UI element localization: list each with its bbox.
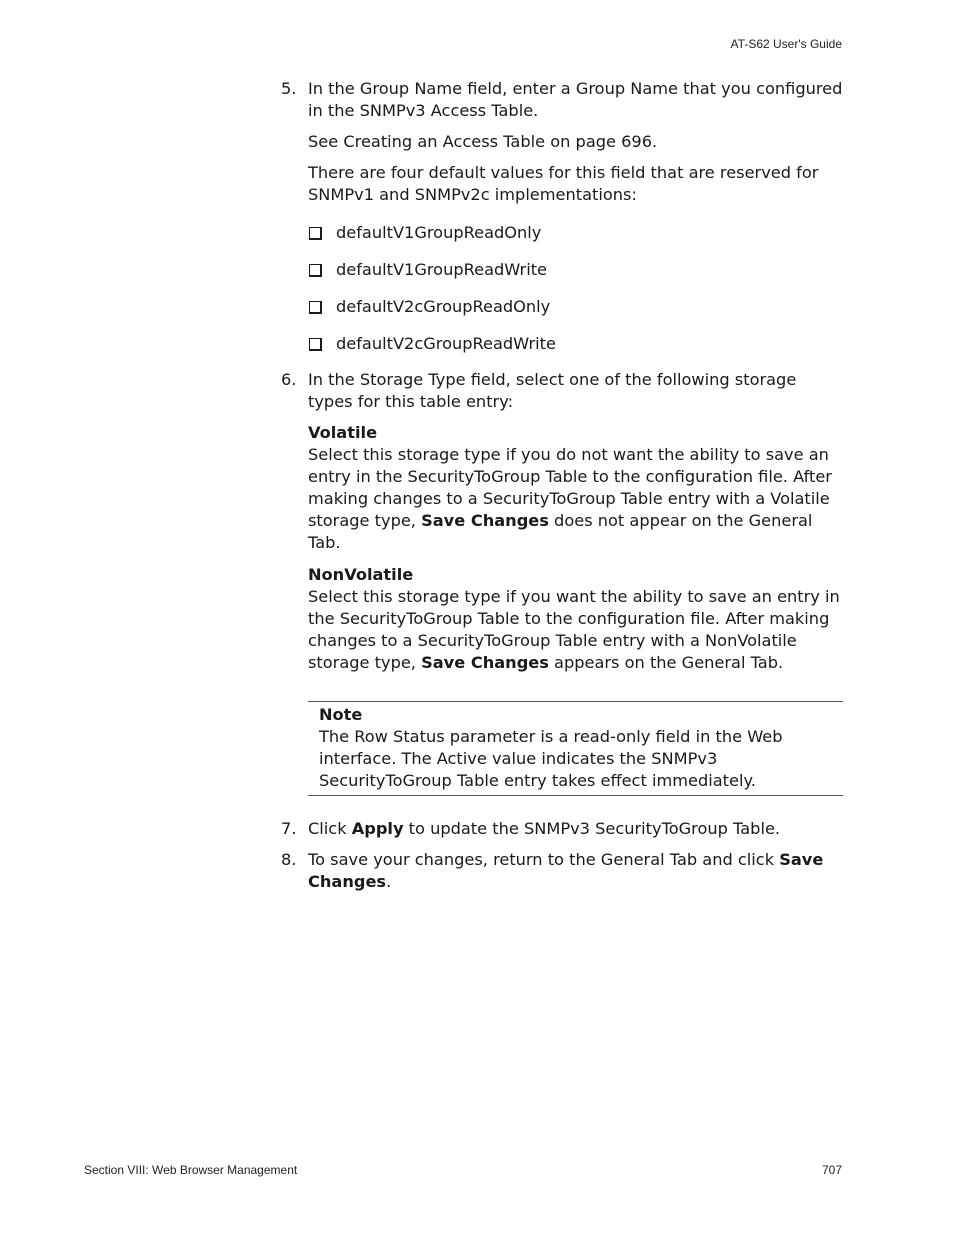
step-number: 7. <box>281 819 297 838</box>
running-header: AT-S62 User's Guide <box>730 37 842 51</box>
note-text: The Row Status parameter is a read-only field in the Web interface. The Active value indicates the SNMPv3 SecurityToGroup Table entry takes effect immediately. <box>319 727 783 790</box>
footer-section: Section VIII: Web Browser Management <box>84 1163 298 1177</box>
page-body <box>281 78 843 902</box>
term-description: Select this storage type if you want the ability to save an entry in the SecurityToGroup Table to the configuration file. After making changes to a SecurityToGroup Table entry with a NonVolatile storage type, Save Changes appears on the General Tab. <box>308 587 840 672</box>
note-box <box>308 701 843 796</box>
default-values-list <box>308 222 843 355</box>
step-number: 8. <box>281 850 297 869</box>
step-7: 7. Click Apply to update the SNMPv3 SecurityToGroup Table. <box>281 819 781 838</box>
step-number: 5. <box>281 79 297 98</box>
step-text: In the Group Name field, enter a Group Name that you configured in the SNMPv3 Access Table. <box>308 79 843 120</box>
list-item: defaultV2cGroupReadWrite <box>308 333 843 355</box>
step-5 <box>281 78 843 122</box>
step-number: 6. <box>281 370 297 389</box>
step-8: 8. To save your changes, return to the General Tab and click Save Changes. <box>281 850 824 891</box>
step-text: In the Storage Type field, select one of the following storage types for this table entry: <box>308 370 797 411</box>
term-title: Volatile <box>308 423 378 442</box>
list-item: defaultV2cGroupReadOnly <box>308 296 843 318</box>
cross-reference: See Creating an Access Table on page 696. <box>308 132 658 151</box>
checkbox-bullet-icon <box>309 264 322 277</box>
list-item: defaultV1GroupReadOnly <box>308 222 843 244</box>
term-description: Select this storage type if you do not want the ability to save an entry in the SecurityToGroup Table to the configuration file. After making changes to a SecurityToGroup Table entry with a Volatile storage type, Save Changes does not appear on the General Tab. <box>308 445 832 552</box>
page-number: 707 <box>821 1163 842 1177</box>
nonvolatile-definition <box>308 564 843 674</box>
checkbox-bullet-icon <box>309 227 322 240</box>
note-title: Note <box>319 705 363 724</box>
defaults-intro: There are four default values for this field that are reserved for SNMPv1 and SNMPv2c implementations: <box>308 163 819 204</box>
list-item: defaultV1GroupReadWrite <box>308 259 843 281</box>
checkbox-bullet-icon <box>309 338 322 351</box>
volatile-definition <box>308 422 843 554</box>
step-6 <box>281 369 843 413</box>
term-title: NonVolatile <box>308 565 414 584</box>
checkbox-bullet-icon <box>309 301 322 314</box>
